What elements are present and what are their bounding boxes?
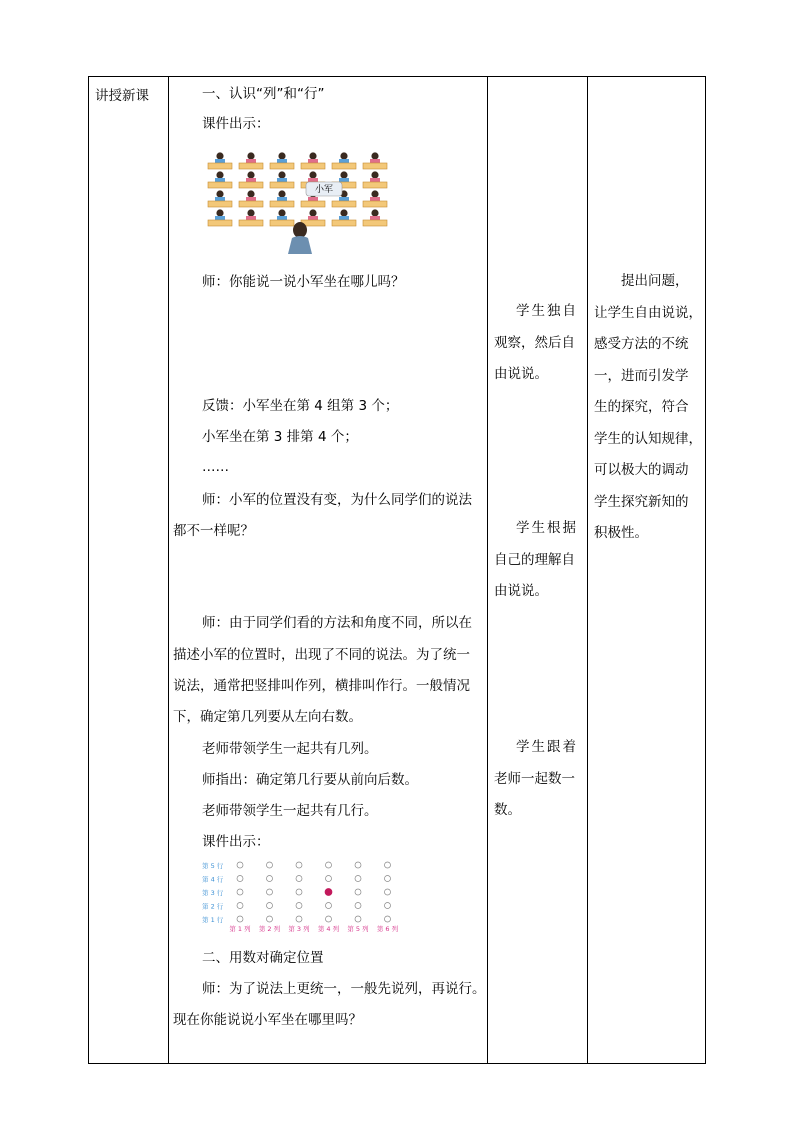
- grid-dot: [385, 876, 391, 882]
- grid-dot: [237, 889, 243, 895]
- classroom-illustration: [202, 148, 402, 254]
- grid-dot: [355, 916, 361, 922]
- student-desk: [363, 190, 387, 207]
- grid-dot: [385, 889, 391, 895]
- student-activity-1-line3: 由说说。: [494, 366, 548, 382]
- grid-dot: [326, 916, 332, 922]
- question-2-line2: 都不一样呢？: [173, 523, 254, 539]
- feedback-3: ……: [202, 459, 229, 475]
- student-activity-2: [494, 513, 584, 608]
- student-desk: [270, 209, 294, 226]
- grid-dot: [385, 903, 391, 909]
- grid-dot: [296, 903, 302, 909]
- grid-dot: [237, 862, 243, 868]
- grid-dot: [296, 889, 302, 895]
- column-label: 第 6 列: [376, 925, 399, 933]
- student-desk: [363, 152, 387, 169]
- student-desk: [301, 152, 325, 169]
- heading-rows-columns: 一、认识“列”和“行”: [202, 86, 325, 102]
- student-activity-3-line1: 学生跟着: [516, 739, 578, 755]
- design-line3: 感受方法的不统: [594, 336, 689, 352]
- grid-dot: [385, 916, 391, 922]
- student-activity-2-line2: 自己的理解自: [494, 551, 575, 568]
- xiaojun-tag: 小军: [314, 185, 334, 195]
- teacher-points-out: 师指出：确定第几行要从前向后数。: [202, 772, 418, 788]
- student-desk: [332, 209, 356, 226]
- courseware-label-2: 课件出示：: [202, 834, 270, 850]
- feedback-1: 反馈：小军坐在第 4 组第 3 个；: [202, 398, 399, 414]
- student-desk: [208, 209, 232, 226]
- explain-line3: 说法，通常把竖排叫作列，横排叫作行。一般情况: [173, 678, 470, 694]
- student-activity-2-line1: 学生根据: [516, 520, 578, 536]
- student-desk: [270, 152, 294, 169]
- grid-dot: [326, 903, 332, 909]
- design-line6: 学生的认知规律，: [594, 430, 702, 447]
- student-desk: [208, 152, 232, 169]
- column-divider: [487, 77, 488, 1063]
- grid-dot: [355, 876, 361, 882]
- column-label: 第 3 列: [288, 925, 310, 933]
- teacher-count-rows: 老师带领学生一起共有几行。: [202, 803, 378, 819]
- question-1: 师：你能说一说小军坐在哪儿吗？: [202, 274, 405, 290]
- column-divider: [168, 77, 169, 1063]
- design-line8: 学生探究新知的: [594, 493, 689, 510]
- design-line7: 可以极大的调动: [594, 462, 689, 478]
- student-activity-1-line2: 观察，然后自: [494, 334, 575, 351]
- row-column-grid: [200, 857, 410, 937]
- row-label: 第 4 行: [202, 875, 224, 884]
- column-label: 第 2 列: [258, 925, 281, 933]
- column-label: 第 4 列: [317, 925, 340, 933]
- design-line1: 提出问题，: [621, 273, 689, 289]
- grid-dot: [296, 876, 302, 882]
- grid-dot: [267, 903, 273, 909]
- student-activity-1-line1: 学生独自: [516, 303, 578, 319]
- grid-dot: [296, 916, 302, 922]
- column-divider: [587, 77, 588, 1063]
- question-3-line1: 师：为了说法上更统一，一般先说列，再说行。: [202, 981, 486, 997]
- student-desk: [239, 209, 263, 226]
- question-2-line1: 师：小军的位置没有变，为什么同学们的说法: [202, 492, 472, 508]
- xiaojun-position-dot: [325, 889, 332, 896]
- student-activity-2-line3: 由说说。: [494, 583, 548, 599]
- student-desk: [332, 152, 356, 169]
- feedback-2: 小军坐在第 3 排第 4 个；: [202, 429, 358, 445]
- grid-dot: [237, 903, 243, 909]
- explain-line2: 描述小军的位置时，出现了不同的说法。为了统一: [173, 647, 470, 663]
- grid-dot: [355, 889, 361, 895]
- grid-dot: [237, 916, 243, 922]
- student-activity-1: [494, 296, 584, 391]
- explain-line1: 师：由于同学们看的方法和角度不同，所以在: [202, 615, 472, 631]
- design-line4: 一，进而引发学: [594, 367, 689, 384]
- grid-dot: [355, 862, 361, 868]
- question-3-line2: 现在你能说说小军坐在哪里吗？: [173, 1012, 362, 1028]
- explain-line4: 下，确定第几列要从左向右数。: [173, 709, 362, 725]
- column-label: 第 1 列: [229, 925, 251, 933]
- grid-dot: [267, 889, 273, 895]
- design-intent: [594, 266, 702, 550]
- grid-dot: [267, 876, 273, 882]
- grid-dot: [355, 903, 361, 909]
- row-label: 第 2 行: [202, 902, 224, 911]
- grid-dot: [326, 862, 332, 868]
- student-desk: [239, 171, 263, 188]
- design-line5: 生的探究，符合: [594, 399, 689, 415]
- student-desk: [270, 190, 294, 207]
- grid-dot: [326, 876, 332, 882]
- heading-number-pairs: 二、用数对确定位置: [202, 950, 324, 966]
- student-desk: [301, 209, 325, 226]
- grid-dot: [237, 876, 243, 882]
- student-desk: [363, 171, 387, 188]
- student-activity-3-line3: 数。: [494, 802, 521, 818]
- teacher-figure: [288, 222, 312, 254]
- teacher-count-columns: 老师带领学生一起共有几列。: [202, 741, 378, 757]
- courseware-label: 课件出示：: [202, 116, 270, 132]
- grid-dot: [385, 862, 391, 868]
- section-label: 讲授新课: [95, 88, 149, 104]
- student-activity-3: [494, 732, 584, 827]
- grid-dot: [267, 862, 273, 868]
- row-label: 第 1 行: [202, 916, 224, 924]
- grid-dot: [296, 862, 302, 868]
- student-desk: [363, 209, 387, 226]
- student-activity-3-line2: 老师一起数一: [494, 770, 575, 787]
- student-desk: [270, 171, 294, 188]
- column-label: 第 5 列: [347, 925, 369, 933]
- student-desk: [208, 171, 232, 188]
- grid-dot: [267, 916, 273, 922]
- design-line9: 积极性。: [594, 525, 648, 541]
- row-label: 第 3 行: [202, 889, 224, 897]
- row-label: 第 5 行: [202, 862, 224, 870]
- student-desk: [239, 152, 263, 169]
- student-desk: [239, 190, 263, 207]
- design-line2: 让学生自由说说，: [594, 304, 702, 321]
- student-desk: [208, 190, 232, 207]
